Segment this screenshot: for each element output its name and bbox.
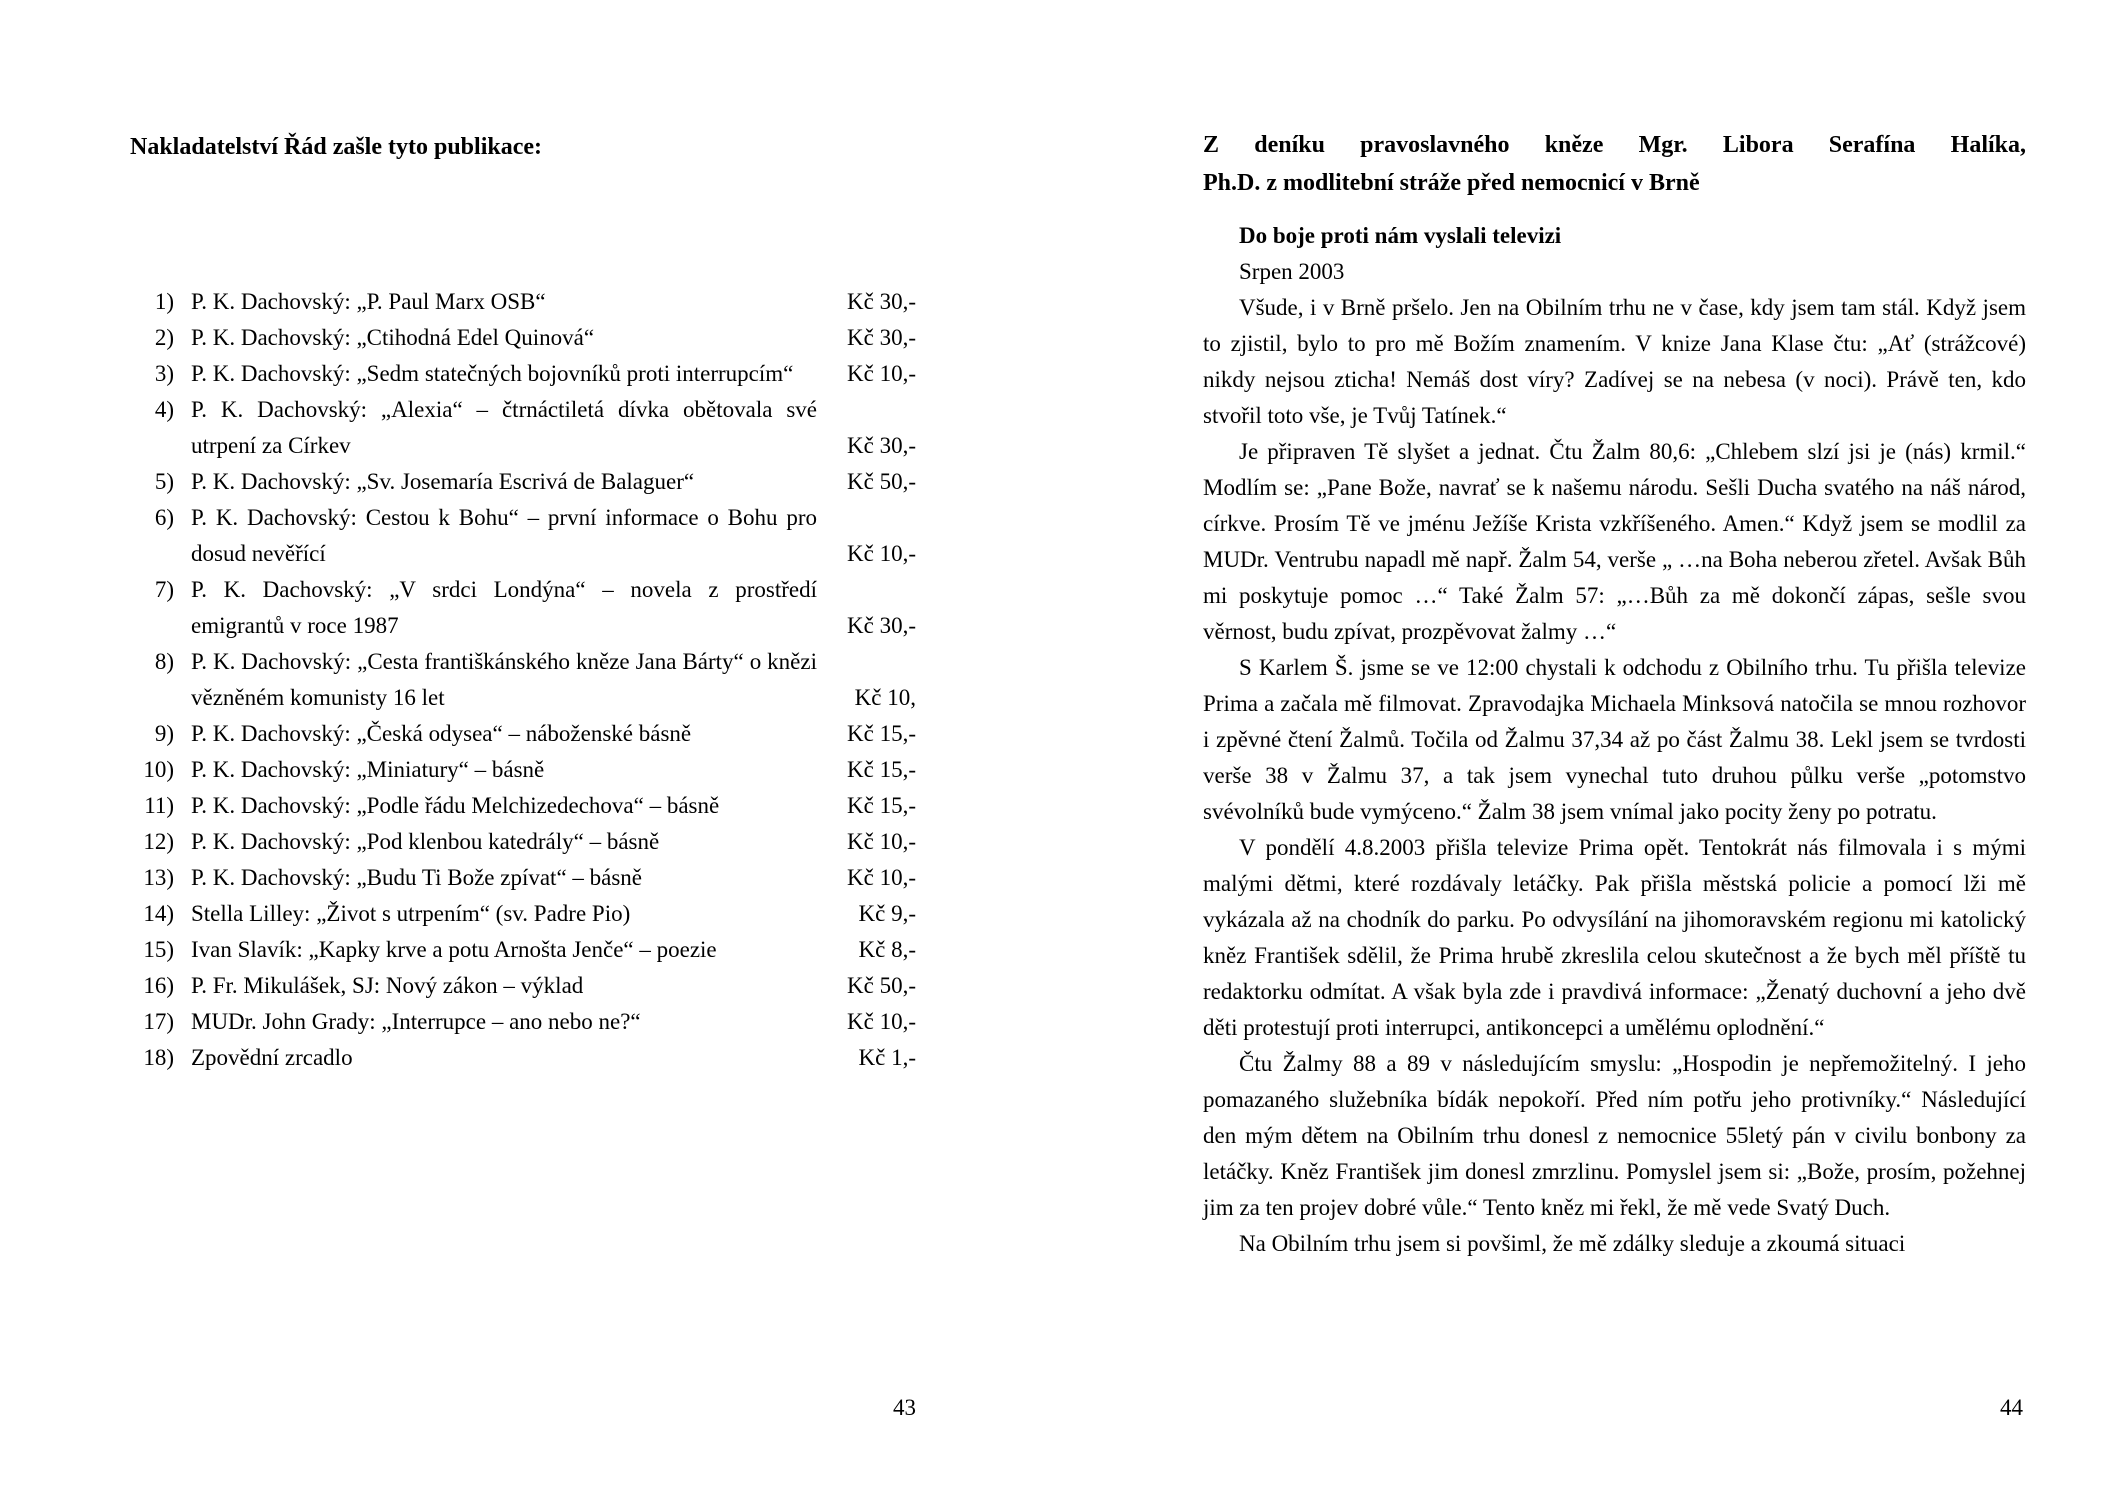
page-number-right: 44 — [2000, 1395, 2023, 1420]
item-price: Kč 30,- — [847, 613, 916, 638]
item-title: P. K. Dachovský: „P. Paul Marx OSB“ — [191, 289, 546, 314]
item-number: 7) — [154, 577, 174, 602]
list-item — [130, 1004, 916, 1040]
item-number: 12) — [143, 829, 174, 854]
item-title: P. K. Dachovský: „Miniatury“ – básně — [191, 757, 545, 782]
list-item — [130, 896, 916, 932]
item-number: 2) — [154, 325, 174, 350]
diary-title-line-1: Z deníku pravoslavného kněze Mgr. Libora Serafína Halíka, — [1203, 132, 2026, 158]
right-page — [1203, 126, 2026, 1262]
item-number: 4) — [154, 397, 174, 422]
list-item — [130, 356, 916, 392]
list-item — [130, 500, 916, 572]
item-price: Kč 15,- — [847, 757, 916, 782]
list-item — [130, 320, 916, 356]
item-price: Kč 50,- — [847, 469, 916, 494]
list-item — [130, 392, 916, 464]
item-number: 1) — [154, 289, 174, 314]
list-item — [130, 752, 916, 788]
item-title: P. K. Dachovský: „Sv. Josemaría Escrivá de Balaguer“ — [191, 469, 695, 494]
item-title: P. K. Dachovský: „Sedm statečných bojovníků proti interrupcím“ — [191, 361, 794, 386]
item-title: MUDr. John Grady: „Interrupce – ano nebo ne?“ — [191, 1009, 641, 1034]
item-price: Kč 10,- — [847, 829, 916, 854]
item-price: Kč 10,- — [847, 865, 916, 890]
item-title: P. K. Dachovský: „Pod klenbou katedrály“ – básně — [191, 829, 660, 854]
item-price: Kč 10,- — [847, 541, 916, 566]
item-number: 13) — [143, 865, 174, 890]
item-price: Kč 10, — [854, 685, 916, 710]
item-number: 16) — [143, 973, 174, 998]
item-price: Kč 50,- — [847, 973, 916, 998]
list-item — [130, 572, 916, 644]
item-number: 9) — [154, 721, 174, 746]
item-price: Kč 30,- — [847, 289, 916, 314]
item-title: P. K. Dachovský: „Cesta františkánského kněze Jana Bárty“ o knězi vězněném komunisty 16 let — [191, 649, 817, 710]
list-item — [130, 860, 916, 896]
item-title: Ivan Slavík: „Kapky krve a potu Arnošta Jenče“ – poezie — [191, 937, 717, 962]
item-title: P. K. Dachovský: „Podle řádu Melchizedechova“ – básně — [191, 793, 720, 818]
diary-date: Srpen 2003 — [1239, 259, 1345, 284]
item-price: Kč 30,- — [847, 325, 916, 350]
diary-title-line-2: Ph.D. z modlitební stráže před nemocnicí v Brně — [1203, 170, 1700, 196]
item-number: 6) — [154, 505, 174, 530]
item-price: Kč 10,- — [847, 361, 916, 386]
list-item — [130, 284, 916, 320]
item-price: Kč 15,- — [847, 721, 916, 746]
publication-list — [130, 284, 916, 1076]
paragraph: S Karlem Š. jsme se ve 12:00 chystali k odchodu z Obilního trhu. Tu přišla televize Prima a začala mě filmovat. Zpravodajka Michaela Minksová natočila se mnou rozhovor i zpěvné čtení Žalmů. Točila od Žalmu 37,34 až po část Žalmu 38. Lekl jsem se tvrdosti verše 38 v Žalmu 37, a tak jsem vynechal tuto druhou půlku verše „potomstvo svévolníků bude vymýceno.“ Žalm 38 jsem vnímal jako pocity ženy po potratu. — [1203, 655, 2026, 824]
list-item — [130, 788, 916, 824]
item-price: Kč 30,- — [847, 433, 916, 458]
item-price: Kč 9,- — [858, 901, 916, 926]
list-item — [130, 932, 916, 968]
item-title: P. K. Dachovský: „V srdci Londýna“ – novela z prostředí emigrantů v roce 1987 — [191, 577, 817, 638]
diary-subtitle: Do boje proti nám vyslali televizi — [1239, 223, 1562, 248]
paragraph: Čtu Žalmy 88 a 89 v následujícím smyslu: „Hospodin je nepřemožitelný. I jeho pomazaného služebníka bídák nepokoří. Před ním potřu jeho protivníky.“ Následující den mým dětem na Obilním trhu donesl z nemocnice 55letý pán v civilu bonbony za letáčky. Kněz František jim donesl zmrzlinu. Pomyslel jsem si: „Bože, prosím, požehnej jim za ten projev dobré vůle.“ Tento kněz mi řekl, že mě vede Svatý Duch. — [1203, 1051, 2026, 1220]
item-number: 17) — [143, 1009, 174, 1034]
left-page — [130, 130, 916, 1076]
item-title: P. Fr. Mikulášek, SJ: Nový zákon – výklad — [191, 973, 584, 998]
list-item — [130, 716, 916, 752]
publications-heading: Nakladatelství Řád zašle tyto publikace: — [130, 134, 543, 160]
item-title: Zpovědní zrcadlo — [191, 1045, 353, 1070]
diary-title — [1203, 126, 2026, 202]
item-number: 18) — [143, 1045, 174, 1070]
item-number: 10) — [143, 757, 174, 782]
item-number: 14) — [143, 901, 174, 926]
item-title: P. K. Dachovský: Cestou k Bohu“ – první informace o Bohu pro dosud nevěřící — [191, 505, 817, 566]
item-number: 3) — [154, 361, 174, 386]
item-number: 11) — [144, 793, 174, 818]
item-title: P. K. Dachovský: „Ctihodná Edel Quinová“ — [191, 325, 595, 350]
paragraph: Na Obilním trhu jsem si povšiml, že mě zdálky sleduje a zkoumá situaci — [1239, 1231, 1906, 1256]
item-price: Kč 15,- — [847, 793, 916, 818]
list-item — [130, 824, 916, 860]
item-price: Kč 10,- — [847, 1009, 916, 1034]
item-price: Kč 8,- — [858, 937, 916, 962]
item-title: P. K. Dachovský: „Česká odysea“ – náboženské básně — [191, 721, 692, 746]
list-item — [130, 1040, 916, 1076]
item-title: P. K. Dachovský: „Alexia“ – čtrnáctiletá dívka obětovala své utrpení za Církev — [191, 397, 817, 458]
item-title: P. K. Dachovský: „Budu Ti Bože zpívat“ – básně — [191, 865, 643, 890]
item-number: 8) — [154, 649, 174, 674]
list-item — [130, 464, 916, 500]
paragraph: Všude, i v Brně pršelo. Jen na Obilním trhu ne v čase, kdy jsem tam stál. Když jsem to zjistil, bylo to pro mě Božím znamením. V knize Jana Klase čtu: „Ať (strážcové) nikdy nejsou zticha! Nemáš dost víry? Zadívej se na nebesa (v noci). Právě ten, kdo stvořil toto vše, je Tvůj Tatínek.“ — [1203, 295, 2026, 428]
paragraph: V pondělí 4.8.2003 přišla televize Prima opět. Tentokrát nás filmovala i s mými malými dětmi, které rozdávaly letáčky. Pak přišla městská policie a pomocí lži mě vykázala až na chodník do parku. Po odvysílání na jihomoravském regionu mi katolický kněz František sdělil, že Prima hrubě zkreslila celou skutečnost a že bych měl příště tu redaktorku odmítat. A však byla zde i pravdivá informace: „Ženatý duchovní a jeho dvě děti protestují proti interrupci, antikoncepci a umělému oplodnění.“ — [1203, 835, 2026, 1040]
diary-body — [1203, 290, 2026, 1262]
list-item — [130, 644, 916, 716]
item-number: 5) — [154, 469, 174, 494]
item-number: 15) — [143, 937, 174, 962]
list-item — [130, 968, 916, 1004]
item-title: Stella Lilley: „Život s utrpením“ (sv. Padre Pio) — [191, 901, 631, 926]
page-number-left: 43 — [893, 1395, 916, 1420]
paragraph: Je připraven Tě slyšet a jednat. Čtu Žalm 80,6: „Chlebem slzí jsi je (nás) krmil.“ Modlím se: „Pane Bože, navrať se k našemu národu. Sešli Ducha svatého na náš národ, církve. Prosím Tě ve jménu Ježíše Krista vzkříšeného. Amen.“ Když jsem se modlil za MUDr. Ventrubu napadl mě např. Žalm 54, verše „ …na Boha neberou zřetel. Avšak Bůh mi poskytuje pomoc …“ Také Žalm 57: „…Bůh za mě dokončí zápas, sešle svou věrnost, budu zpívat, prozpěvovat žalmy …“ — [1203, 439, 2026, 644]
item-price: Kč 1,- — [858, 1045, 916, 1070]
